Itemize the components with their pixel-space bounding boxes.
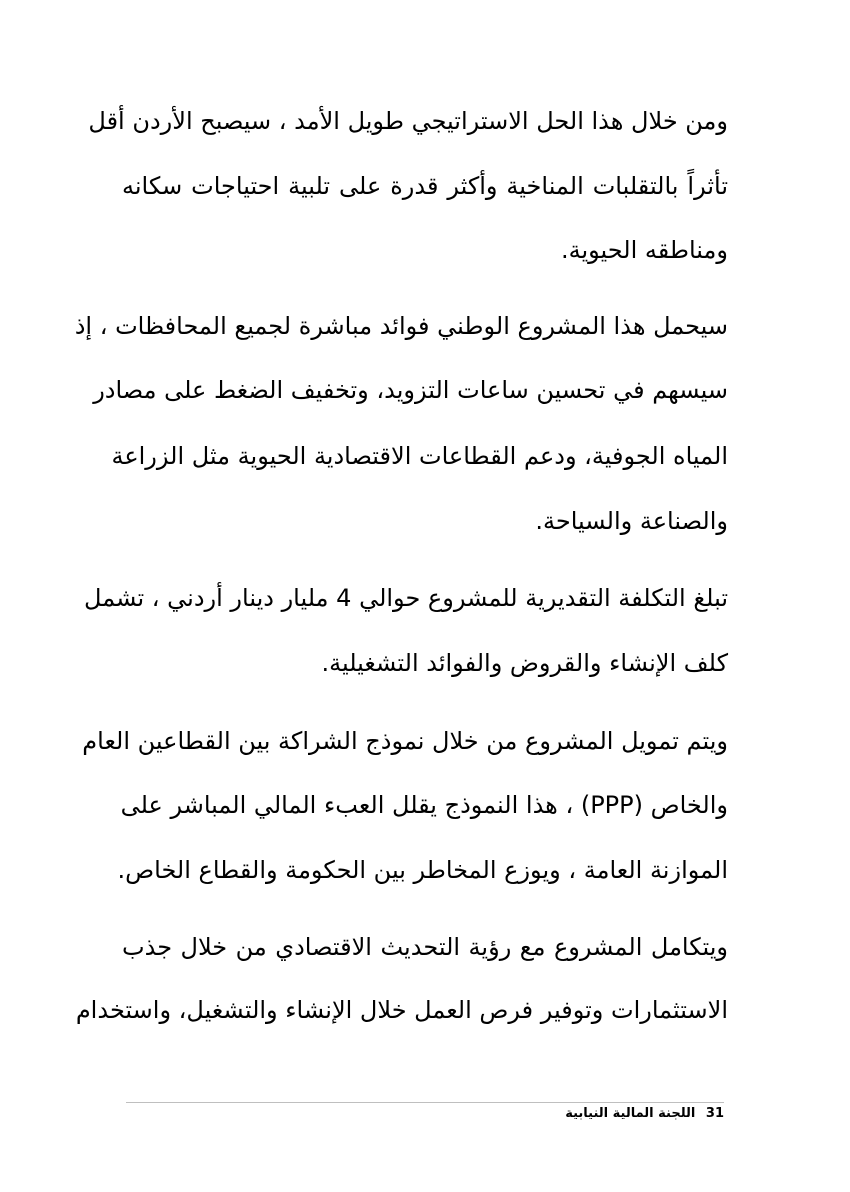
page-number: 31 [705,1106,724,1121]
paragraph-4-line-2: والخاص (PPP) ، هذا النموذج يقلل العبء المالي المباشر على [120,791,728,819]
footer-divider [126,1102,724,1103]
paragraph-4-line-3: الموازنة العامة ، ويوزع المخاطر بين الحكومة والقطاع الخاص. [117,856,728,884]
paragraph-2-line-4: والصناعة والسياحة. [535,507,728,535]
paragraph-5-line-2: الاستثمارات وتوفير فرص العمل خلال الإنشاء والتشغيل، واستخدام [75,996,728,1024]
paragraph-1-line-3: ومناطقه الحيوية. [560,236,728,264]
paragraph-2-line-1: سيحمل هذا المشروع الوطني فوائد مباشرة لجميع المحافظات ، إذ [74,312,728,340]
paragraph-4-line-1: ويتم تمويل المشروع من خلال نموذج الشراكة بين القطاعين العام [82,727,728,755]
page-footer [126,1105,724,1123]
paragraph-2-line-2: سيسهم في تحسين ساعات التزويد، وتخفيف الضغط على مصادر [93,376,728,404]
footer-label: اللجنة المالية النيابية [565,1106,696,1121]
paragraph-3-line-1: تبلغ التكلفة التقديرية للمشروع حوالي 4 مليار دينار أردني ، تشمل [84,584,728,612]
paragraph-2-line-3: المياه الجوفية، ودعم القطاعات الاقتصادية الحيوية مثل الزراعة [111,442,728,470]
paragraph-1-line-1: ومن خلال هذا الحل الاستراتيجي طويل الأمد ، سيصبح الأردن أقل [88,107,728,135]
paragraph-1-line-2: تأثراً بالتقلبات المناخية وأكثر قدرة على تلبية احتياجات سكانه [122,172,728,200]
paragraph-5-line-1: ويتكامل المشروع مع رؤية التحديث الاقتصادي من خلال جذب [122,933,728,961]
paragraph-3-line-2: كلف الإنشاء والقروض والفوائد التشغيلية. [321,649,728,677]
